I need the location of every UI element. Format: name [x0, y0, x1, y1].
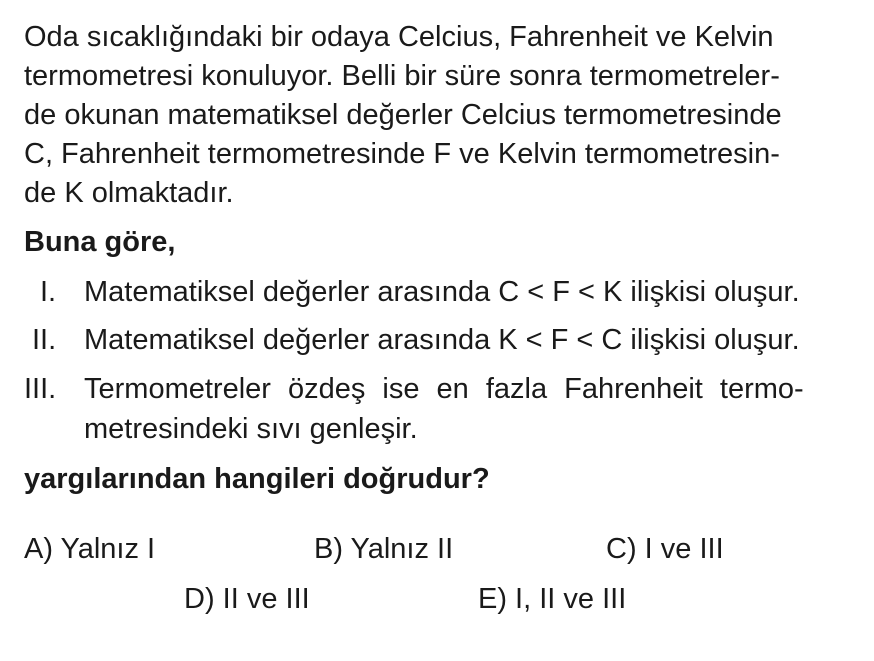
statement-3-number: III.	[24, 373, 57, 405]
stem-line-4: C, Fahrenheit termometresinde F ve Kelvin termometresin-	[24, 138, 780, 170]
option-c[interactable]: C) I ve III	[606, 533, 724, 565]
stem-line-2: termometresi konuluyor. Belli bir süre sonra termometreler-	[24, 60, 780, 92]
stem-line-3: de okunan matematiksel değerler Celcius termometresinde	[24, 99, 782, 131]
statement-3-text-line-2: metresindeki sıvı genleşir.	[84, 413, 418, 445]
statement-3-text-line-1: Termometreler özdeş ise en fazla Fahrenheit termo-	[84, 373, 804, 405]
option-e[interactable]: E) I, II ve III	[478, 583, 627, 615]
stem-line-5: de K olmaktadır.	[24, 177, 234, 209]
question-lead: Buna göre,	[24, 226, 176, 258]
option-a[interactable]: A) Yalnız I	[24, 533, 156, 565]
stem-line-1: Oda sıcaklığındaki bir odaya Celcius, Fahrenheit ve Kelvin	[24, 21, 774, 53]
statement-1-number: I.	[40, 276, 57, 308]
option-d[interactable]: D) II ve III	[184, 583, 310, 615]
question-prompt: yargılarından hangileri doğrudur?	[24, 463, 490, 495]
statement-1-text: Matematiksel değerler arasında C < F < K ilişkisi oluşur.	[84, 276, 800, 308]
option-b[interactable]: B) Yalnız II	[314, 533, 454, 565]
statement-2-text: Matematiksel değerler arasında K < F < C ilişkisi oluşur.	[84, 324, 800, 356]
statement-2-number: II.	[32, 324, 57, 356]
